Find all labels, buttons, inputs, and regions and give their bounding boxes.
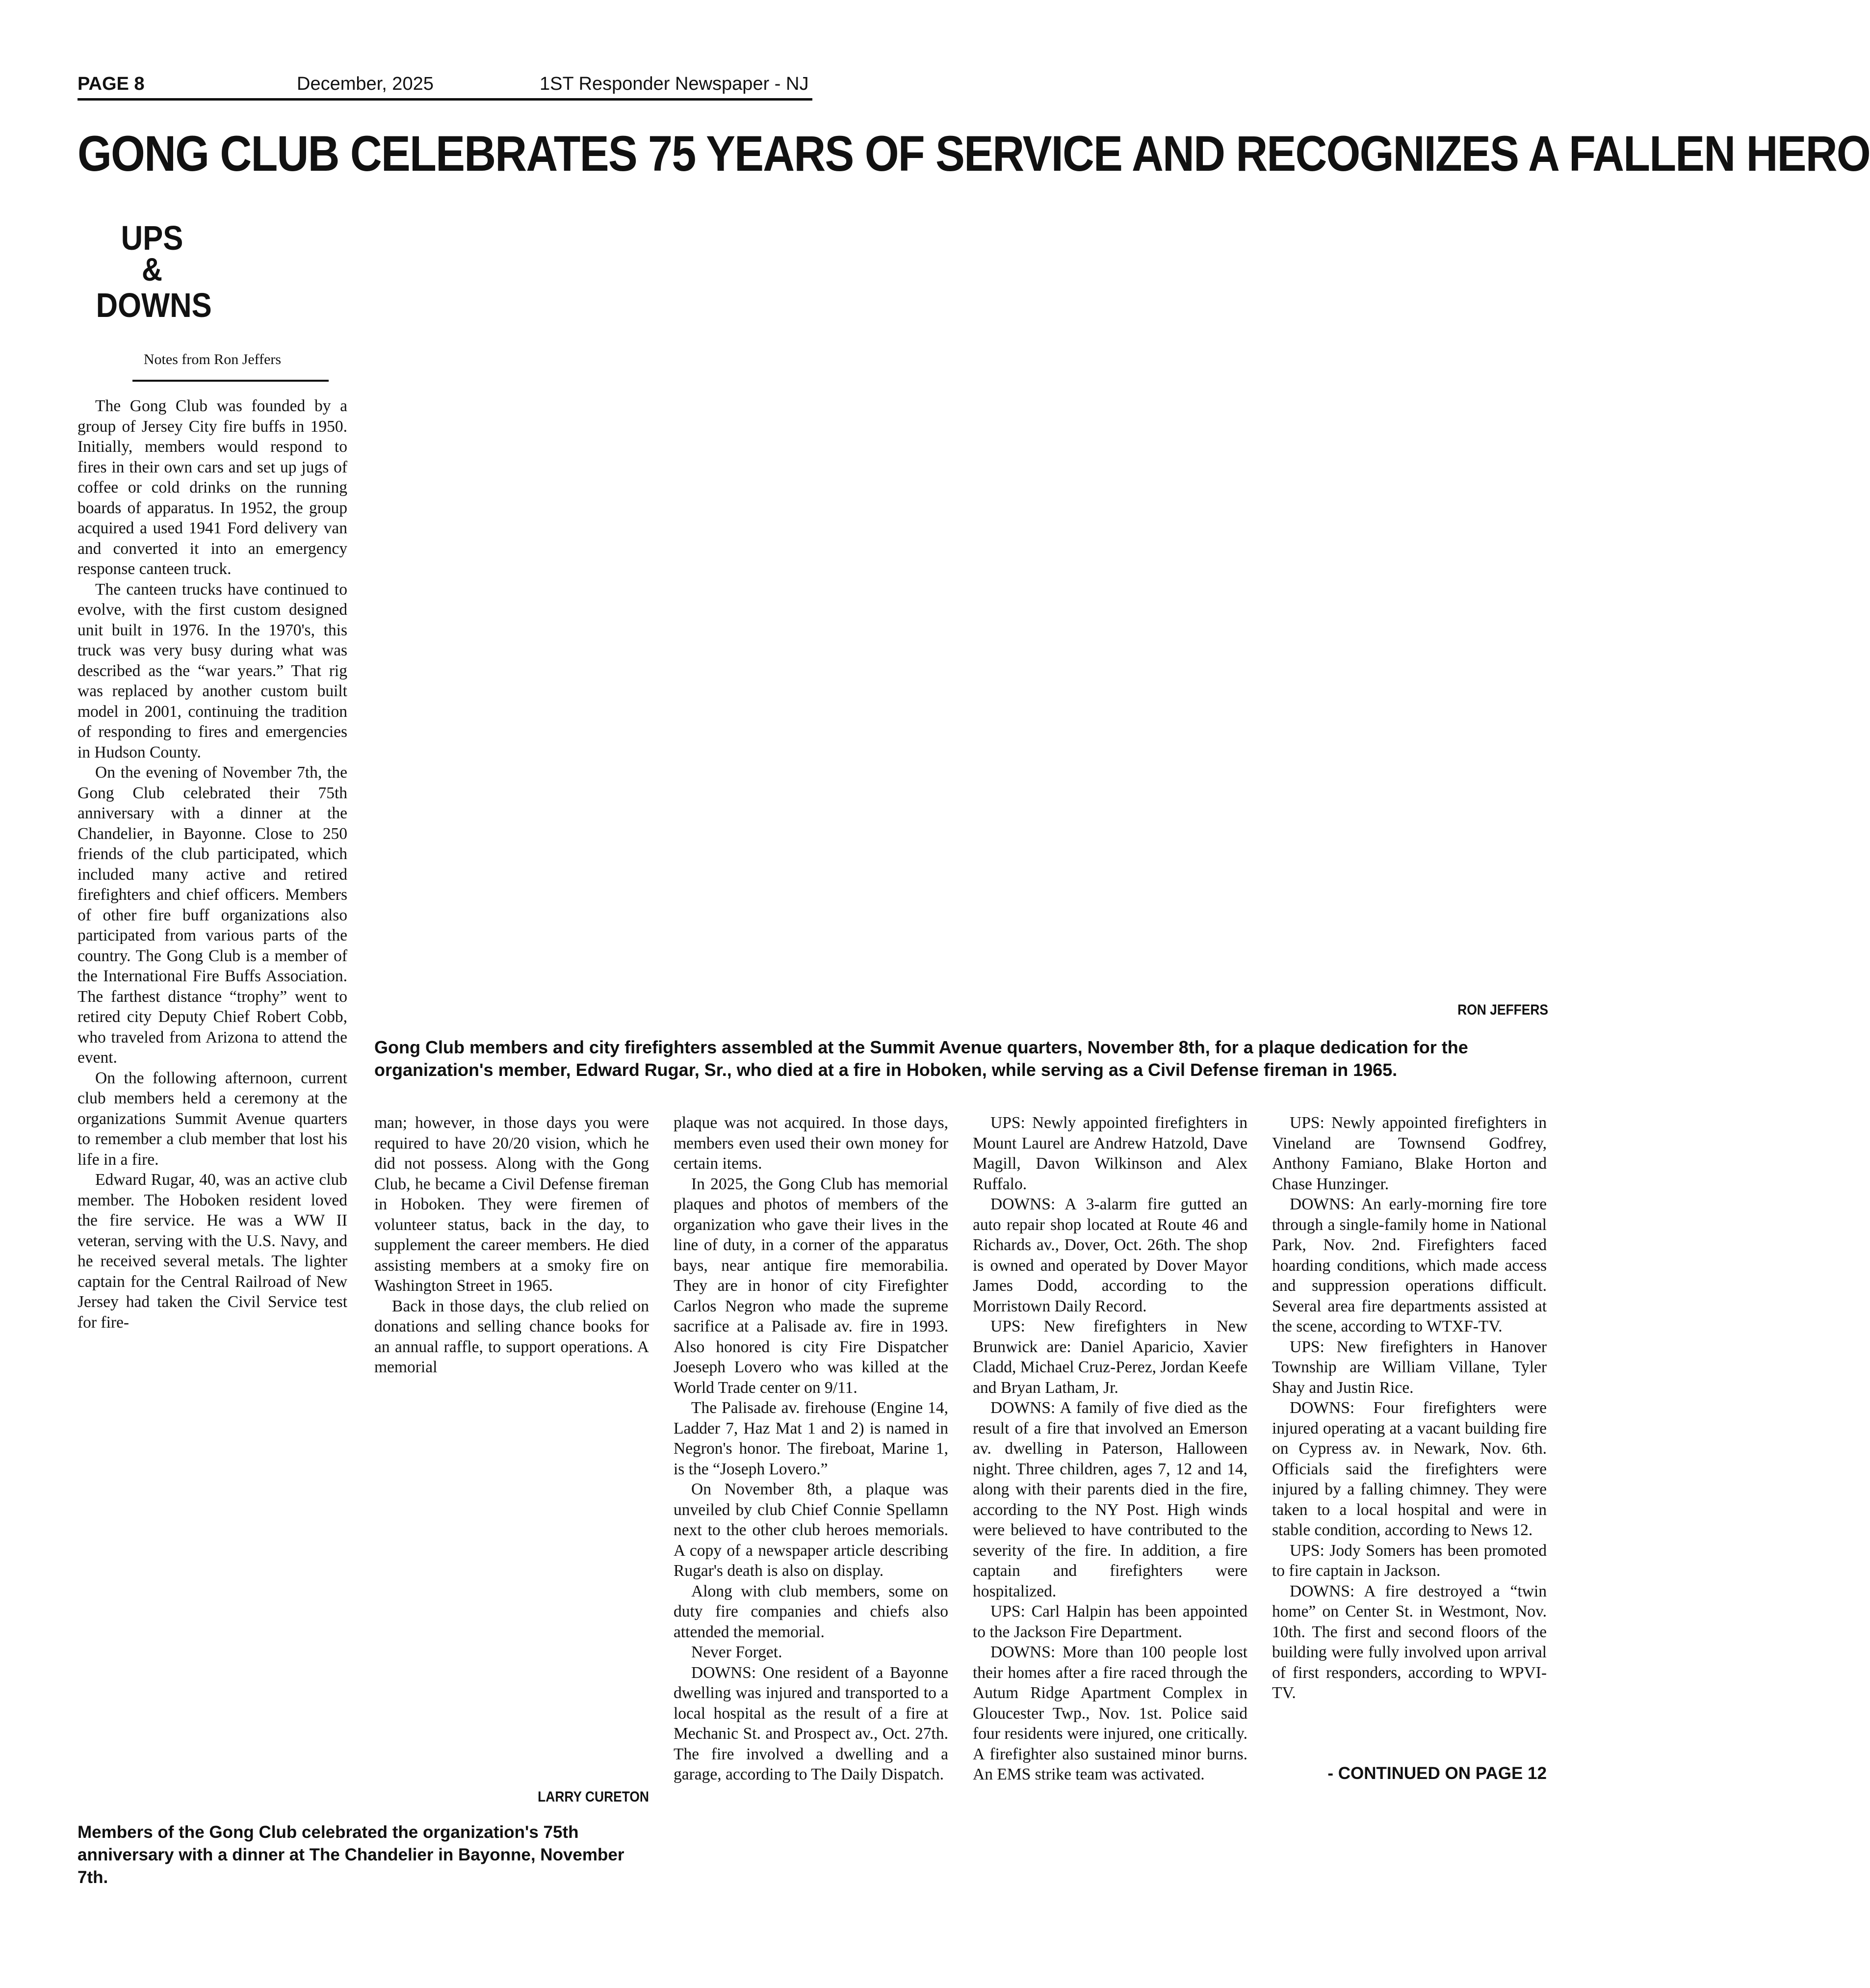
paragraph: The Gong Club was founded by a group of Jersey City fire buffs in 1950. Initially, members would respond to fires in their own cars and set up jugs of coffee or cold drinks on the running boards of apparatus. In 1952, the group acquired a used 1941 Ford delivery van and converted it into an emergency response canteen truck. bbox=[78, 397, 347, 578]
paragraph: Never Forget. bbox=[691, 1643, 782, 1661]
continued-notice: - CONTINUED ON PAGE 12 bbox=[1327, 1764, 1547, 1783]
paragraph: DOWNS: An early-morning fire tore through a single-family home in National Park, Nov. 2nd. Firefighters faced hoarding conditions, which made access and suppression operations difficult. Several area fire departments assisted at the scene, according to WTXF-TV. bbox=[1272, 1195, 1547, 1335]
article-column-5 bbox=[1272, 1113, 1547, 1703]
page-number: PAGE 8 bbox=[78, 74, 145, 94]
paragraph: DOWNS: One resident of a Bayonne dwelling was injured and transported to a local hospital as the result of a fire at Mechanic St. and Prospect av., Oct. 27th. The fire involved a dwelling and a garage, according to The Daily Dispatch. bbox=[674, 1663, 948, 1783]
column-logo-ampersand: & bbox=[142, 251, 162, 288]
column-logo-downs: DOWNS bbox=[96, 286, 212, 324]
paragraph: Edward Rugar, 40, was an active club member. The Hoboken resident loved the fire service. He was a WW II veteran, serving with the U.S. Navy, and he received several metals. The lighter captain for the Central Railroad of New Jersey had taken the Civil Service test for fire- bbox=[78, 1171, 347, 1332]
photo-credit-top: RON JEFFERS bbox=[1457, 1002, 1548, 1018]
issue-date: December, 2025 bbox=[297, 74, 434, 94]
paragraph: Along with club members, some on duty fire companies and chiefs also attended the memorial. bbox=[674, 1582, 948, 1641]
paragraph: In 2025, the Gong Club has memorial plaques and photos of members of the organization who gave their lives in the line of duty, in a corner of the apparatus bays, near antique fire memorabilia. They are in honor of city Firefighter Carlos Negron who made the supreme sacrifice at a Palisade av. fire in 1993. Also honored is city Fire Dispatcher Joeseph Lovero who was killed at the World Trade center on 9/11. bbox=[674, 1175, 948, 1397]
column-logo-ups: UPS bbox=[121, 219, 183, 257]
photo-credit-left: LARRY CURETON bbox=[538, 1789, 649, 1805]
paragraph: UPS: Jody Somers has been promoted to fire captain in Jackson. bbox=[1272, 1541, 1547, 1580]
paragraph: The canteen trucks have continued to evolve, with the first custom designed unit built in 1976. In the 1970's, this truck was very busy during what was described as the “war years.” That rig was replaced by another custom built model in 2001, continuing the tradition of responding to fires and emergencies in Hudson County. bbox=[78, 580, 347, 761]
article-column-3 bbox=[674, 1113, 948, 1785]
byline-divider bbox=[132, 380, 329, 382]
paragraph: The Palisade av. firehouse (Engine 14, Ladder 7, Haz Mat 1 and 2) is named in Negron's honor. The fireboat, Marine 1, is the “Joseph Lovero.” bbox=[674, 1399, 948, 1478]
column-byline: Notes from Ron Jeffers bbox=[143, 351, 282, 367]
paragraph: UPS: New firefighters in Hanover Township are William Villane, Tyler Shay and Justin Rice. bbox=[1272, 1337, 1547, 1397]
photo-caption-left: Members of the Gong Club celebrated the organization's 75th anniversary with a dinner at The Chandelier in Bayonne, November 7th. bbox=[78, 1823, 624, 1887]
paragraph: DOWNS: Four firefighters were injured operating at a vacant building fire on Cypress av. in Newark, Nov. 6th. Officials said the firefighters were injured by a falling chimney. They were taken to a local hospital and were in stable condition, according to News 12. bbox=[1272, 1399, 1547, 1539]
paragraph: Back in those days, the club relied on donations and selling chance books for an annual raffle, to support operations. A memorial bbox=[374, 1297, 649, 1376]
newspaper-name: 1ST Responder Newspaper - NJ bbox=[540, 74, 809, 94]
photo-anniversary-dinner bbox=[78, 1420, 649, 1783]
paragraph: On November 8th, a plaque was unveiled by club Chief Connie Spellamn next to the other club heroes memorials. A copy of a newspaper article describing Rugar's death is also on display. bbox=[674, 1480, 948, 1580]
paragraph: DOWNS: A 3-alarm fire gutted an auto repair shop located at Route 46 and Richards av., Dover, Oct. 26th. The shop is owned and operated by Dover Mayor James Dodd, according to the Morristown Daily Record. bbox=[973, 1195, 1247, 1315]
article-column-1 bbox=[78, 396, 347, 1333]
article-column-2 bbox=[374, 1113, 649, 1378]
paragraph: plaque was not acquired. In those days, members even used their own money for certain items. bbox=[674, 1114, 948, 1173]
article-column-4 bbox=[973, 1113, 1247, 1785]
paragraph: On the evening of November 7th, the Gong Club celebrated their 75th anniversary with a dinner at the Chandelier, in Bayonne. Close to 250 friends of the club participated, which included many active and retired firefighters and chief officers. Members of other fire buff organizations also participated from various parts of the country. The Gong Club is a member of the International Fire Buffs Association. The farthest distance “trophy” went to retired city Deputy Chief Robert Cobb, who traveled from Arizona to attend the event. bbox=[78, 763, 347, 1067]
photo-plaque-dedication bbox=[374, 196, 1548, 998]
paragraph: UPS: Newly appointed firefighters in Vineland are Townsend Godfrey, Anthony Famiano, Blake Horton and Chase Hunzinger. bbox=[1272, 1114, 1547, 1193]
paragraph: DOWNS: More than 100 people lost their homes after a fire raced through the Autum Ridge Apartment Complex in Gloucester Twp., Nov. 1st. Police said four residents were injured, one critically. A firefighter also sustained minor burns. An EMS strike team was activated. bbox=[973, 1643, 1247, 1783]
paragraph: DOWNS: A fire destroyed a “twin home” on Center St. in Westmont, Nov. 10th. The first and second floors of the building were fully involved upon arrival of first responders, according to WPVI-TV. bbox=[1272, 1582, 1547, 1702]
page-headline: GONG CLUB CELEBRATES 75 YEARS OF SERVICE AND RECOGNIZES A FALLEN HERO bbox=[78, 126, 1870, 182]
photo-caption-top: Gong Club members and city firefighters assembled at the Summit Avenue quarters, November 8th, for a plaque dedication for the organization's member, Edward Rugar, Sr., who died at a fire in Hoboken, while serving as a Civil Defense fireman in 1965. bbox=[374, 1037, 1468, 1080]
paragraph: UPS: Carl Halpin has been appointed to the Jackson Fire Department. bbox=[973, 1602, 1247, 1641]
paragraph: On the following afternoon, current club members held a ceremony at the organizations Summit Avenue quarters to remember a club member that lost his life in a fire. bbox=[78, 1069, 347, 1169]
paragraph: UPS: New firefighters in New Brunwick are: Daniel Aparicio, Xavier Cladd, Michael Cruz-Perez, Jordan Keefe and Bryan Latham, Jr. bbox=[973, 1317, 1247, 1397]
folio-divider bbox=[78, 98, 812, 101]
paragraph: UPS: Newly appointed firefighters in Mount Laurel are Andrew Hatzold, Dave Magill, Davon Wilkinson and Alex Ruffalo. bbox=[973, 1114, 1247, 1193]
paragraph: DOWNS: A family of five died as the result of a fire that involved an Emerson av. dwelling in Paterson, Halloween night. Three children, ages 7, 12 and 14, along with their parents died in the fire, according to the NY Post. High winds were believed to have contributed to the severity of the fire. In addition, a fire captain and firefighters were hospitalized. bbox=[973, 1399, 1247, 1600]
paragraph: man; however, in those days you were required to have 20/20 vision, which he did not possess. Along with the Gong Club, he became a Civil Defense fireman in Hoboken. They were firemen of volunteer status, back in the day, to supplement the career members. He died assisting members at a smoky fire on Washington Street in 1965. bbox=[374, 1114, 649, 1295]
